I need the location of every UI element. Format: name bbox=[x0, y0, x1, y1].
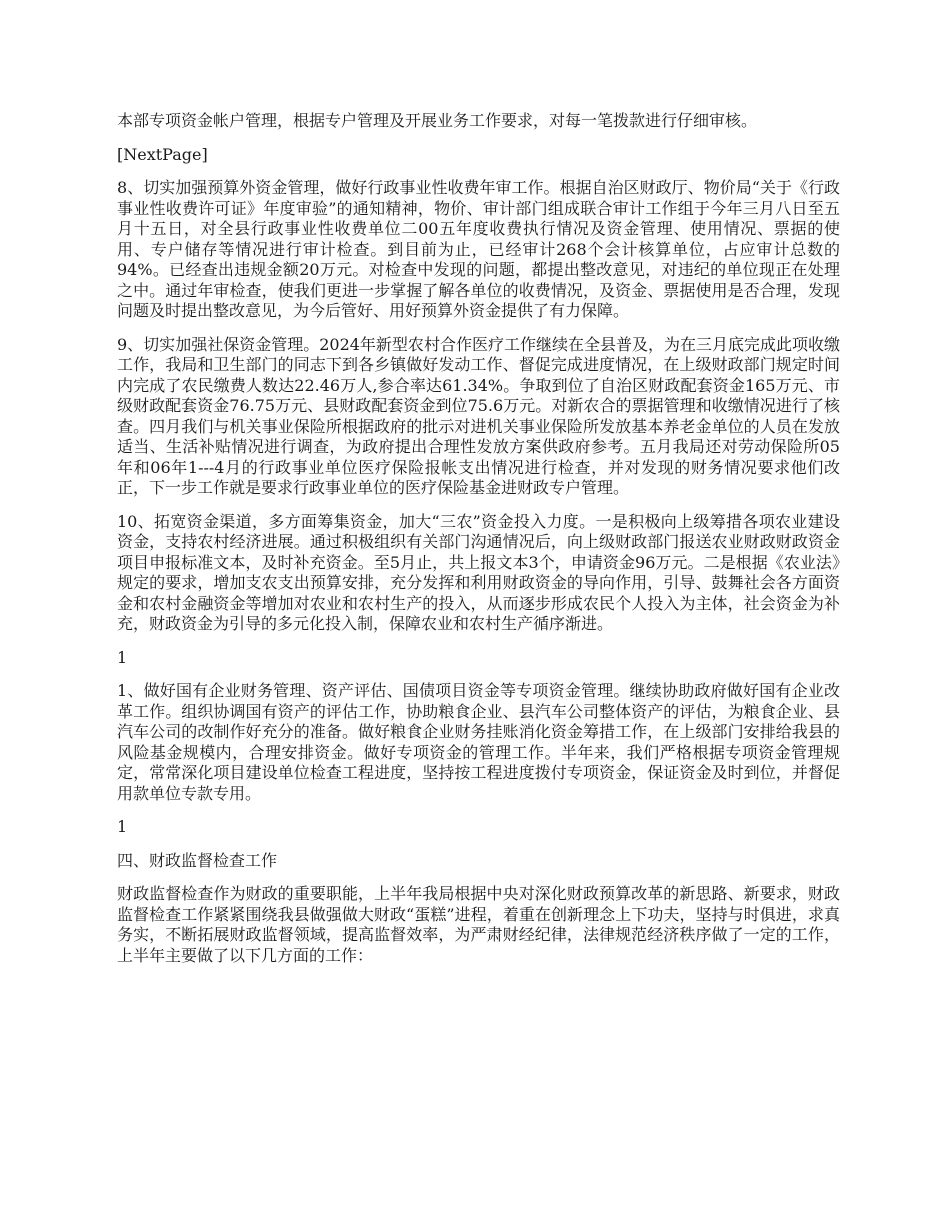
paragraph-supervision-intro: 财政监督检查作为财政的重要职能，上半年我局根据中央对深化财政预算改革的新思路、新要求，财政监督检查工作紧紧围绕我县做强做大财政“蛋糕”进程，着重在创新理念上下功夫，坚持与时俱进，求真务实，不断拓展财政监督领域，提高监督效率，为严肃财经纪律，法律规范经济秩序做了一定的工作，上半年主要做了以下几方面的工作： bbox=[117, 884, 840, 965]
document-body bbox=[117, 111, 840, 979]
paragraph-extrabudget-funds: 8、切实加强预算外资金管理，做好行政事业性收费年审工作。根据自治区财政厅、物价局“关于《行政事业性收费许可证》年度审验”的通知精神，物价、审计部门组成联合审计工作组于今年三月八日至五月十五日，对全县行政事业性收费单位二00五年度收费执行情况及资金管理、使用情况、票据的使用、专户储存等情况进行审计检查。到目前为止，已经审计268个会计核算单位，占应审计总数的94%。已经查出违规金额20万元。对检查中发现的问题，都提出整改意见，对违纪的单位现正在处理之中。通过年审检查，使我们更进一步掌握了解各单位的收费情况，及资金、票据使用是否合理，发现问题及时提出整改意见，为今后管好、用好预算外资金提供了有力保障。 bbox=[117, 178, 840, 320]
page-number: 1 bbox=[117, 817, 128, 836]
paragraph-fund-account: 本部专项资金帐户管理，根据专户管理及开展业务工作要求，对每一笔拨款进行仔细审核。 bbox=[117, 111, 758, 130]
section-heading-supervision: 四、财政监督检查工作 bbox=[117, 850, 278, 870]
paragraph-funding-channels: 10、拓宽资金渠道，多方面筹集资金，加大“三农”资金投入力度。一是积极向上级筹措各项农业建设资金，支持农村经济进展。通过积极组织有关部门沟通情况后，向上级财政部门报送农业财政财政资金项目申报标准文本，及时补充资金。至5月止，共上报文本3个，申请资金96万元。二是根据《农业法》规定的要求，增加支农支出预算安排，充分发挥和利用财政资金的导向作用，引导、鼓舞社会各方面资金和农村金融资金等增加对农业和农村生产的投入，从而逐步形成农民个人投入为主体，社会资金为补充，财政资金为引导的多元化投入制，保障农业和农村生产循序渐进。 bbox=[117, 511, 840, 633]
paragraph-state-enterprise-finance: 1、做好国有企业财务管理、资产评估、国债项目资金等专项资金管理。继续协助政府做好国有企业改革工作。组织协调国有资产的评估工作，协助粮食企业、县汽车公司整体资产的评估，为粮食企业、县汽车公司的改制作好充分的准备。做好粮食企业财务挂账消化资金筹措工作，在上级部门安排给我县的风险基金规模内，合理安排资金。做好专项资金的管理工作。半年来，我们严格根据专项资金管理规定，常常深化项目建设单位检查工程进度，坚持按工程进度拨付专项资金，保证资金及时到位，并督促用款单位专款专用。 bbox=[117, 681, 840, 803]
paragraph-social-security-funds: 9、切实加强社保资金管理。2024年新型农村合作医疗工作继续在全县普及，为在三月底完成此项收缴工作，我局和卫生部门的同志下到各乡镇做好发动工作、督促完成进度情况，在上级财政部门规定时间内完成了农民缴费人数达22.46万人,参合率达61.34%。争取到位了自治区财政配套资金165万元、市级财政配套资金76.75万元、县财政配套资金到位75.6万元。对新农合的票据管理和收缴情况进行了核查。四月我们与机关事业保险所根据政府的批示对进机关事业保险所发放基本养老金单位的人员在发放适当、生活补贴情况进行调查，为政府提出合理性发放方案供政府参考。五月我局还对劳动保险所05年和06年1---4月的行政事业单位医疗保险报帐支出情况进行检查，并对发现的财务情况要求他们改正，下一步工作就是要求行政事业单位的医疗保险基金进财政专户管理。 bbox=[117, 334, 840, 497]
next-page-marker: [NextPage] bbox=[117, 144, 208, 164]
page-number: 1 bbox=[117, 647, 128, 667]
